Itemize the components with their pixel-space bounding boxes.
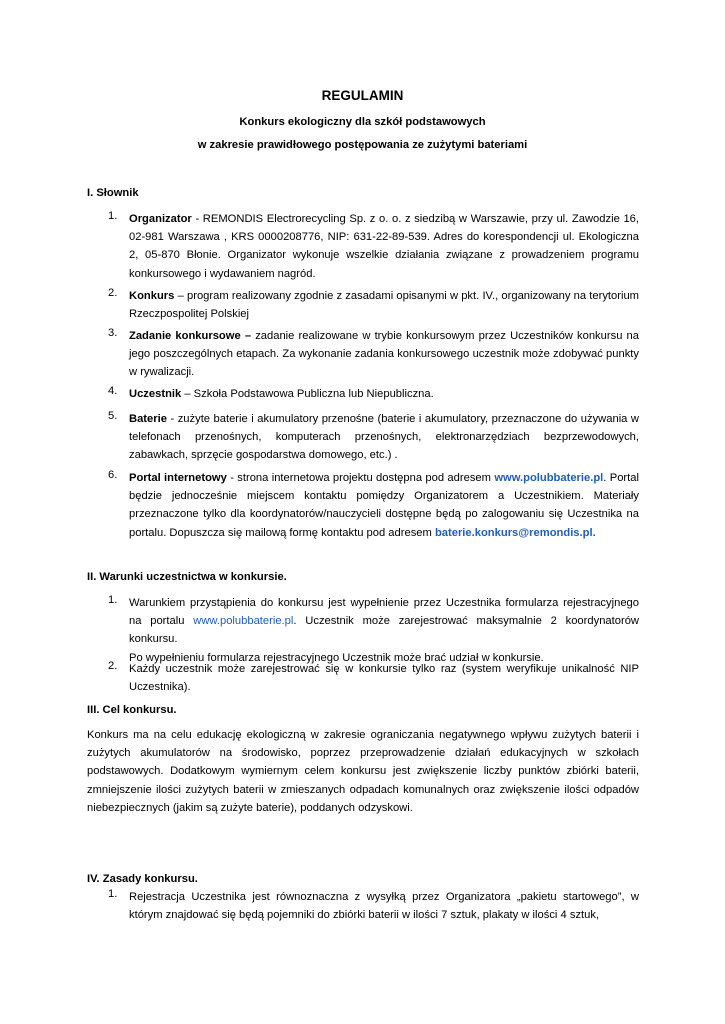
term: Konkurs xyxy=(129,290,175,302)
section-2-heading: II. Warunki uczestnictwa w konkursie. xyxy=(87,571,287,583)
term: Organizator xyxy=(129,213,192,225)
definition-continued: . Portal będzie jednocześnie miejscem kontaktu pomiędzy Organizatorem a Uczestnikiem. Materiały przeznaczone tylko dla koordynatorów/nauczycieli dostępne będą po zalogowaniu się Uczestnika na portalu. Dopuszcza się mailową formę kontaktu pod adresem xyxy=(129,472,639,539)
list-number: 1. xyxy=(108,210,118,222)
portal-link[interactable]: www.polubbaterie.pl xyxy=(193,615,294,628)
item-text: Warunkiem przystąpienia do konkursu jest wypełnienie przez Uczestnika formularza rejestracyjnego na portalu xyxy=(129,597,639,628)
list-item-text xyxy=(129,385,639,403)
definition: zadanie realizowane w trybie konkursowym przez Uczestników konkursu na jego poszczególnych etapach. Za wykonanie zadania konkursowego uczestnik może zdobywać punkty w rywalizacji. xyxy=(129,330,639,379)
list-item-text xyxy=(129,469,639,542)
definition: - zużyte baterie i akumulatory przenośne (baterie i akumulatory, przeznaczone do używania w telefonach przenośnych, komputerach przenośnych, elektronarzędziach bezprzewodowych, zabawkach, sprzęcie gospodarstwa domowego, etc.) . xyxy=(129,413,639,462)
section-4-heading: IV. Zasady konkursu. xyxy=(87,873,198,885)
list-item-text xyxy=(129,410,639,465)
list-item-text xyxy=(129,327,639,382)
list-number: 1. xyxy=(108,594,118,606)
section-3-heading: III. Cel konkursu. xyxy=(87,704,177,716)
list-number: 6. xyxy=(108,469,118,481)
term: Uczestnik xyxy=(129,388,182,400)
list-number: 5. xyxy=(108,410,118,422)
term: Baterie xyxy=(129,413,167,425)
definition: – program realizowany zgodnie z zasadami opisanymi w pkt. IV., organizowany na terytorium Rzeczpospolitej Polskiej xyxy=(129,290,639,321)
term: Zadanie konkursowe – xyxy=(129,330,252,342)
list-number: 2. xyxy=(108,287,118,299)
list-item-text xyxy=(129,210,639,283)
list-item-text: Każdy uczestnik może zarejestrować się w konkursie tylko raz (system weryfikuje unikalność NIP Uczestnika). xyxy=(129,663,639,694)
definition: - REMONDIS Electrorecycling Sp. z o. o. z siedzibą w Warszawie, przy ul. Zawodzie 16, 02-981 Warszawa , KRS 0000208776, NIP: 631-22-89-539. Adres do korespondencji ul. Ekologiczna 2, 05-870 Błonie. Organizator wykonuje wszelkie działania związane z prowadzeniem programu konkursowego i wydawaniem nagród. xyxy=(129,213,639,280)
definition: – Szkoła Podstawowa Publiczna lub Niepubliczna. xyxy=(181,388,434,400)
email-link[interactable]: baterie.konkurs@remondis.pl. xyxy=(434,526,596,539)
document-subtitle-1: Konkurs ekologiczny dla szkół podstawowych xyxy=(239,116,486,128)
section-1-heading: I. Słownik xyxy=(87,187,139,199)
term: Portal internetowy xyxy=(129,472,227,484)
document-subtitle-2: w zakresie prawidłowego postępowania ze zużytymi bateriami xyxy=(197,139,528,151)
document-title: REGULAMIN xyxy=(321,88,404,103)
item-text-note: Po wypełnieniu formularza rejestracyjnego Uczestnik może brać udział w konkursie. xyxy=(129,651,544,664)
list-number: 2. xyxy=(108,660,118,672)
item-text-continued: . Uczestnik może zarejestrować maksymalnie 2 koordynatorów konkursu. xyxy=(129,615,639,646)
definition: - strona internetowa projektu dostępna pod adresem xyxy=(226,472,495,484)
list-item-text xyxy=(129,287,639,323)
list-number: 4. xyxy=(108,385,118,397)
list-item-text xyxy=(129,594,639,667)
portal-link[interactable]: www.polubbaterie.pl xyxy=(494,472,604,484)
list-number: 3. xyxy=(108,327,118,339)
section-3-paragraph: Konkurs ma na celu edukację ekologiczną w zakresie ograniczania negatywnego wpływu zużytych baterii i zużytych akumulatorów na środowisko, poprzez przeprowadzenie działań edukacyjnych w szkołach podstawowych. Dodatkowym wymiernym celem konkursu jest zwiększenie liczby punktów zbiórki baterii, zmniejszenie ilości zużytych baterii w zmieszanych odpadach komunalnych oraz zwiększenie ilości odpadów niebezpiecznych (jakim są zużyte baterie), poddanych odzyskowi. xyxy=(87,729,639,814)
list-number: 1. xyxy=(108,888,118,900)
list-item-text: Rejestracja Uczestnika jest równoznaczna z wysyłką przez Organizatora „pakietu startowego”, w którym znajdować się będą pojemniki do zbiórki baterii w ilości 7 sztuk, plakaty w ilości 4 sztuk, xyxy=(129,891,639,922)
